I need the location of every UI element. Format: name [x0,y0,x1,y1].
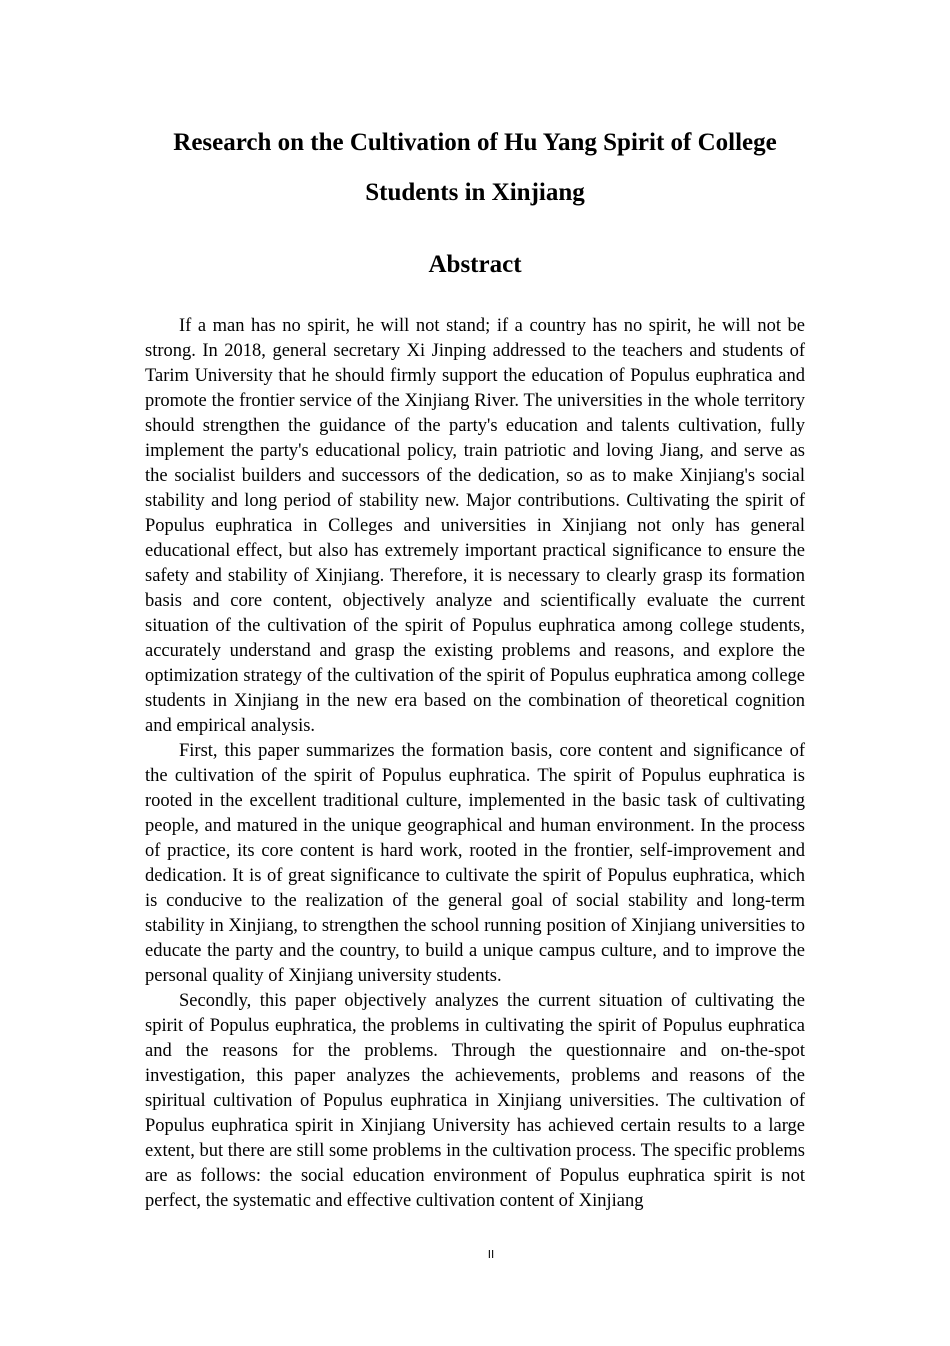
abstract-heading: Abstract [428,251,522,278]
abstract-body [145,314,805,1214]
abstract-paragraph-3: Secondly, this paper objectively analyzes the current situation of cultivating the spirit of Populus euphratica, the problems in cultivating the spirit of Populus euphratica and the reasons for the problems. Through the questionnaire and on-the-spot investigation, this paper analyzes the achievements, problems and reasons of the spiritual cultivation of Populus euphratica in Xinjiang universities. The cultivation of Populus euphratica spirit in Xinjiang University has achieved certain results to a large extent, but there are still some problems in the cultivation process. The specific problems are as follows: the social education environment of Populus euphratica spirit is not perfect, the systematic and effective cultivation content of Xinjiang [145,991,805,1211]
abstract-paragraph-1: If a man has no spirit, he will not stand; if a country has no spirit, he will not be strong. In 2018, general secretary Xi Jinping addressed to the teachers and students of Tarim University that he should firmly support the education of Populus euphratica and promote the frontier service of the Xinjiang River. The universities in the whole territory should strengthen the guidance of the party's education and talents cultivation, fully implement the party's educational policy, train patriotic and loving Jiang, and serve as the socialist builders and successors of the dedication, so as to make Xinjiang's social stability and long period of stability new. Major contributions. Cultivating the spirit of Populus euphratica in Colleges and universities in Xinjiang not only has general educational effect, but also has extremely important practical significance to ensure the safety and stability of Xinjiang. Therefore, it is necessary to clearly grasp its formation basis and core content, objectively analyze and scientifically evaluate the current situation of the cultivation of the spirit of Populus euphratica among college students, accurately understand and grasp the existing problems and reasons, and explore the optimization strategy of the cultivation of the spirit of Populus euphratica among college students in Xinjiang in the new era based on the combination of theoretical cognition and empirical analysis. [145,316,805,736]
paper-title [140,118,810,218]
abstract-paragraph-2: First, this paper summarizes the formation basis, core content and significance of the cultivation of the spirit of Populus euphratica. The spirit of Populus euphratica is rooted in the excellent traditional culture, implemented in the basic task of cultivating people, and matured in the unique geographical and human environment. In the process of practice, its core content is hard work, rooted in the frontier, self-improvement and dedication. It is of great significance to cultivate the spirit of Populus euphratica, which is conducive to the realization of the general goal of social stability and long-term stability in Xinjiang, to strengthen the school running position of Xinjiang universities to educate the party and the country, to build a unique campus culture, and to improve the personal quality of Xinjiang university students. [145,741,805,986]
paper-title-line-1: Research on the Cultivation of Hu Yang Spirit of College [173,129,777,156]
paper-title-line-2: Students in Xinjiang [365,179,585,206]
page-number: II [487,1248,495,1261]
